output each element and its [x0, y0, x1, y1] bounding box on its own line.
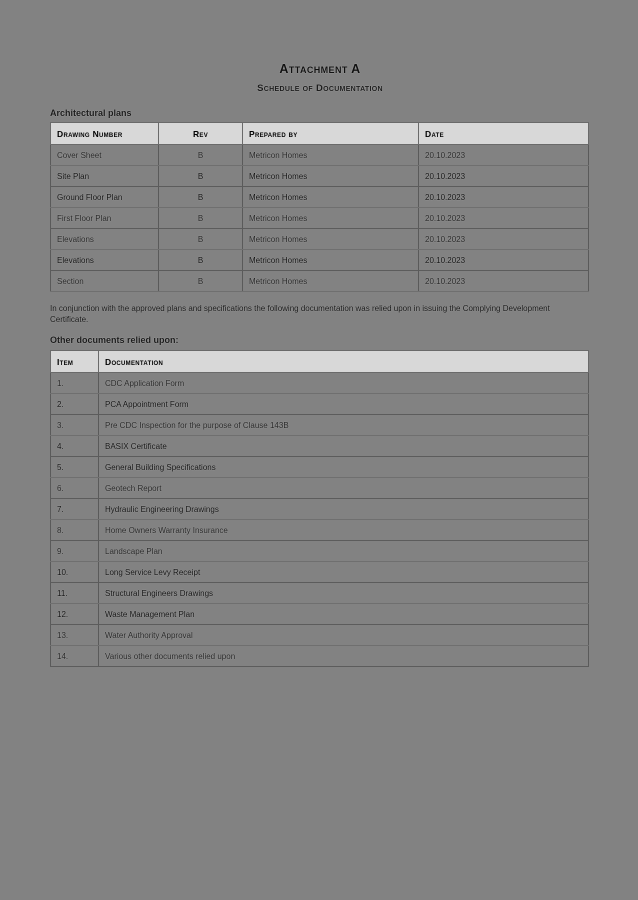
table-row [51, 436, 589, 457]
cell-item: 8. [51, 520, 99, 541]
table-row [51, 625, 589, 646]
architectural-plans-label: Architectural plans [50, 108, 132, 118]
intro-paragraph: In conjunction with the approved plans and specifications the following documentation was relied upon in issuing the Complying Development Certificate. [50, 304, 550, 324]
table-row [51, 373, 589, 394]
drawings-table [50, 122, 589, 292]
documents-table-body [51, 373, 589, 667]
cell-drawing-number: Elevations [51, 250, 159, 271]
cell-item: 2. [51, 394, 99, 415]
table-row [51, 187, 589, 208]
cell-rev: B [159, 271, 243, 292]
cell-documentation: General Building Specifications [99, 457, 589, 478]
table-row [51, 394, 589, 415]
table-row [51, 478, 589, 499]
table-header-row [51, 123, 589, 145]
cell-drawing-number: Site Plan [51, 166, 159, 187]
table-row [51, 520, 589, 541]
cell-date: 20.10.2023 [419, 229, 589, 250]
cell-drawing-number: First Floor Plan [51, 208, 159, 229]
table-header-row [51, 351, 589, 373]
cell-rev: B [159, 208, 243, 229]
table-row [51, 499, 589, 520]
cell-prepared-by: Metricon Homes [243, 145, 419, 166]
table-row [51, 457, 589, 478]
cell-item: 12. [51, 604, 99, 625]
column-header-drawing-number: Drawing Number [51, 123, 159, 145]
cell-documentation: Long Service Levy Receipt [99, 562, 589, 583]
cell-documentation: CDC Application Form [99, 373, 589, 394]
table-row [51, 208, 589, 229]
table-row [51, 646, 589, 667]
cell-item: 10. [51, 562, 99, 583]
table-row [51, 415, 589, 436]
cell-documentation: Various other documents relied upon [99, 646, 589, 667]
table-row [51, 562, 589, 583]
cell-prepared-by: Metricon Homes [243, 229, 419, 250]
table-row [51, 604, 589, 625]
cell-item: 11. [51, 583, 99, 604]
cell-documentation: Pre CDC Inspection for the purpose of Clause 143B [99, 415, 589, 436]
cell-documentation: Geotech Report [99, 478, 589, 499]
table-row [51, 583, 589, 604]
cell-date: 20.10.2023 [419, 208, 589, 229]
cell-date: 20.10.2023 [419, 187, 589, 208]
cell-drawing-number: Cover Sheet [51, 145, 159, 166]
cell-rev: B [159, 166, 243, 187]
cell-date: 20.10.2023 [419, 166, 589, 187]
documents-table [50, 350, 589, 667]
table-row [51, 166, 589, 187]
cell-item: 4. [51, 436, 99, 457]
cell-documentation: Home Owners Warranty Insurance [99, 520, 589, 541]
cell-item: 1. [51, 373, 99, 394]
cell-documentation: Waste Management Plan [99, 604, 589, 625]
cell-item: 14. [51, 646, 99, 667]
cell-date: 20.10.2023 [419, 271, 589, 292]
cell-prepared-by: Metricon Homes [243, 271, 419, 292]
table-row [51, 250, 589, 271]
cell-item: 3. [51, 415, 99, 436]
column-header-item: Item [51, 351, 99, 373]
cell-rev: B [159, 187, 243, 208]
cell-item: 5. [51, 457, 99, 478]
documents-table-wrapper [50, 350, 590, 667]
cell-rev: B [159, 250, 243, 271]
table-row [51, 145, 589, 166]
cell-prepared-by: Metricon Homes [243, 250, 419, 271]
cell-item: 7. [51, 499, 99, 520]
cell-date: 20.10.2023 [419, 145, 589, 166]
documents-table-head [51, 351, 589, 373]
page-title: Attachment A [279, 62, 361, 76]
table-row [51, 229, 589, 250]
column-header-prepared-by: Prepared by [243, 123, 419, 145]
cell-rev: B [159, 229, 243, 250]
drawings-table-wrapper [50, 122, 590, 292]
column-header-rev: Rev [159, 123, 243, 145]
cell-rev: B [159, 145, 243, 166]
other-documents-label: Other documents relied upon: [50, 335, 179, 345]
cell-item: 9. [51, 541, 99, 562]
cell-documentation: Hydraulic Engineering Drawings [99, 499, 589, 520]
column-header-date: Date [419, 123, 589, 145]
cell-documentation: Landscape Plan [99, 541, 589, 562]
table-row [51, 541, 589, 562]
cell-drawing-number: Section [51, 271, 159, 292]
drawings-table-body [51, 145, 589, 292]
cell-drawing-number: Elevations [51, 229, 159, 250]
cell-item: 13. [51, 625, 99, 646]
table-row [51, 271, 589, 292]
cell-drawing-number: Ground Floor Plan [51, 187, 159, 208]
cell-prepared-by: Metricon Homes [243, 187, 419, 208]
cell-prepared-by: Metricon Homes [243, 208, 419, 229]
column-header-documentation: Documentation [99, 351, 589, 373]
cell-documentation: PCA Appointment Form [99, 394, 589, 415]
page-subtitle: Schedule of Documentation [257, 83, 383, 94]
cell-documentation: BASIX Certificate [99, 436, 589, 457]
cell-documentation: Water Authority Approval [99, 625, 589, 646]
drawings-table-head [51, 123, 589, 145]
document-content [50, 0, 590, 667]
cell-documentation: Structural Engineers Drawings [99, 583, 589, 604]
cell-prepared-by: Metricon Homes [243, 166, 419, 187]
cell-item: 6. [51, 478, 99, 499]
cell-date: 20.10.2023 [419, 250, 589, 271]
